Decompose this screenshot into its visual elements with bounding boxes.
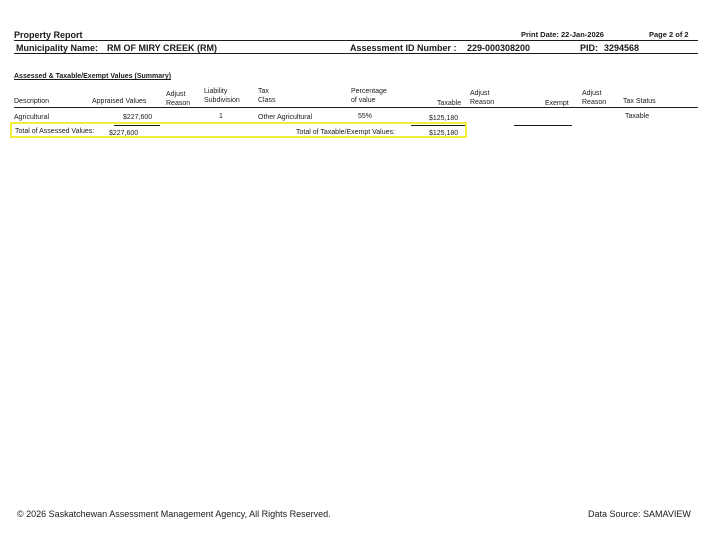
pid-label: PID:	[580, 43, 598, 53]
column-header-divider	[14, 107, 698, 108]
row-liability: 1	[219, 113, 223, 120]
footer-copyright: © 2026 Saskatchewan Assessment Management Agency, All Rights Reserved.	[17, 509, 331, 519]
col-adjust-reason-2-line2: Reason	[470, 99, 495, 106]
municipality-value: RM OF MIRY CREEK (RM)	[107, 43, 217, 53]
col-percentage-of-value	[351, 87, 387, 105]
col-liability-line2: Subdivision	[204, 97, 240, 104]
header-divider	[14, 40, 698, 41]
col-liability-subdivision	[204, 87, 240, 105]
col-exempt: Exempt	[545, 100, 569, 107]
exempt-sum-line	[514, 125, 572, 126]
col-adjust-reason-3	[582, 89, 606, 107]
footer-data-source: Data Source: SAMAVIEW	[588, 509, 691, 519]
col-tax-class	[258, 87, 276, 105]
row-tax-class: Other Agricultural	[258, 114, 313, 121]
col-adjust-reason-2	[470, 89, 494, 107]
section-title: Assessed & Taxable/Exempt Values (Summary)	[14, 73, 172, 80]
municipality-label: Municipality Name:	[16, 43, 99, 53]
col-percentage-line2: of value	[351, 97, 376, 104]
print-date-value: 22-Jan-2026	[561, 30, 604, 39]
row-percentage: 55%	[358, 113, 373, 120]
assessment-id-value: 229-000308200	[467, 43, 531, 53]
col-taxable: Taxable	[437, 100, 462, 107]
print-date-label: Print Date:	[521, 30, 559, 39]
col-adjust-reason-2-line1: Adjust	[470, 90, 490, 97]
col-adjust-reason-3-line1: Adjust	[582, 90, 602, 97]
total-taxable-value: $125,180	[429, 130, 459, 137]
row-tax-status: Taxable	[625, 113, 650, 120]
page-number: Page 2 of 2	[649, 30, 689, 39]
col-tax-status: Tax Status	[623, 98, 656, 105]
row-appraised-value: $227,600	[123, 114, 153, 121]
col-adjust-reason-3-line2: Reason	[582, 99, 607, 106]
row-description: Agricultural	[14, 114, 50, 121]
col-adjust-reason-1-line2: Reason	[166, 100, 191, 107]
header-bottom-divider	[14, 53, 698, 54]
col-appraised-values: Appraised Values	[92, 98, 147, 105]
col-description: Description	[14, 98, 50, 105]
report-title: Property Report	[14, 30, 83, 40]
total-assessed-value: $227,600	[109, 130, 139, 137]
col-adjust-reason-1-line1: Adjust	[166, 91, 186, 98]
col-adjust-reason-1	[166, 90, 190, 108]
col-liability-line1: Liability	[204, 88, 228, 95]
row-taxable: $125,180	[429, 115, 459, 122]
assessment-id-label: Assessment ID Number :	[350, 43, 457, 53]
col-percentage-line1: Percentage	[351, 88, 387, 95]
total-assessed-label: Total of Assessed Values:	[15, 128, 95, 135]
total-taxable-label: Total of Taxable/Exempt Values:	[296, 129, 395, 136]
col-tax-class-line1: Tax	[258, 88, 269, 95]
print-date	[521, 30, 604, 39]
pid-value: 3294568	[604, 43, 640, 53]
col-tax-class-line2: Class	[258, 97, 276, 104]
